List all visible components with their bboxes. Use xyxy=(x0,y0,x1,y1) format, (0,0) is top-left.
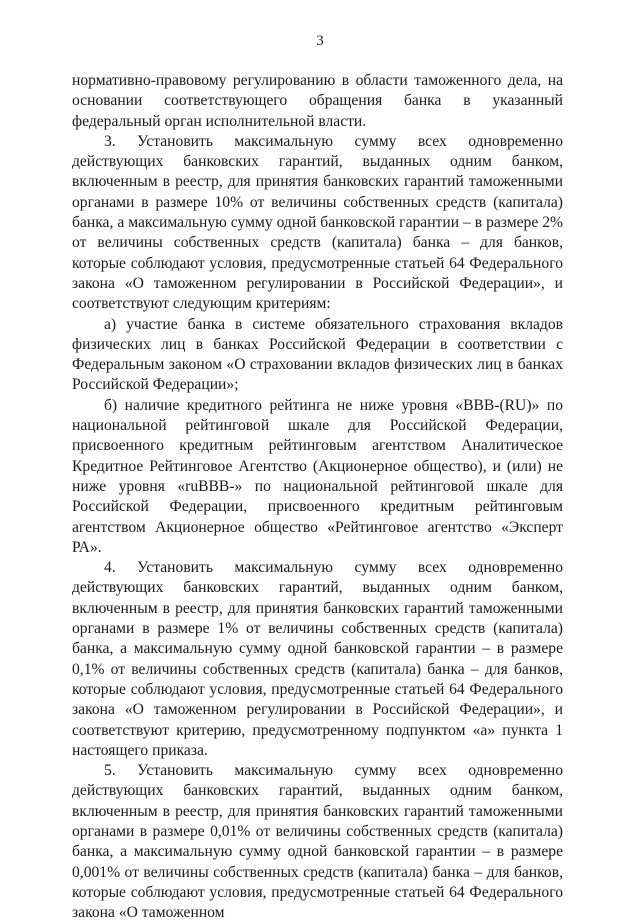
document-body xyxy=(72,71,563,923)
paragraph-item-4: 4. Установить максимальную сумму всех одновременно действующих банковских гарантий, выданных одним банком, включенным в реестр, для принятия банковских гарантий таможенными органами в размере 1% от величины собственных средств (капитала) банка, а максимальную сумму одной банковской гарантии – в размере 0,1% от величины собственных средств (капитала) банка – для банков, которые соблюдают условия, предусмотренные статьей 64 Федерального закона «О таможенном регулировании в Российской Федерации», и соответствуют критерию, предусмотренному подпунктом «а» пункта 1 настоящего приказа. xyxy=(72,559,563,759)
paragraph-item-3b: б) наличие кредитного рейтинга не ниже уровня «BBB-(RU)» по национальной рейтинговой шкале для Российской Федерации, присвоенного кредитным рейтинговым агентством Аналитическое Кредитное Рейтинговое Агентство (Акционерное общество), и (или) не ниже уровня «ruBBB-» по национальной рейтинговой шкале для Российской Федерации, присвоенного кредитным рейтинговым агентством Акционерное общество «Рейтинговое агентство «Эксперт РА». xyxy=(72,396,563,556)
paragraph-item-5: 5. Установить максимальную сумму всех одновременно действующих банковских гарантий, выданных одним банком, включенным в реестр, для принятия банковских гарантий таможенными органами в размере 0,01% от величины собственных средств (капитала) банка, а максимальную сумму одной банковской гарантии – в размере 0,001% от величины собственных средств (капитала) банка – для банков, которые соблюдают условия, предусмотренные статьей 64 Федерального закона «О таможенном xyxy=(72,762,563,922)
paragraph-continuation: нормативно-правовому регулированию в области таможенного дела, на основании соответствующего обращения банка в указанный федеральный орган исполнительной власти. xyxy=(72,72,563,130)
paragraph-item-3a: а) участие банка в системе обязательного страхования вкладов физических лиц в банках Российской Федерации в соответствии с Федеральным законом «О страховании вкладов физических лиц в банках Российской Федерации»; xyxy=(72,315,563,394)
page-number: 3 xyxy=(316,33,324,49)
paragraph-item-3: 3. Установить максимальную сумму всех одновременно действующих банковских гарантий, выданных одним банком, включенным в реестр, для принятия банковских гарантий таможенными органами в размере 10% от величины собственных средств (капитала) банка, а максимальную сумму одной банковской гарантии – в размере 2% от величины собственных средств (капитала) банка – для банков, которые соблюдают условия, предусмотренные статьей 64 Федерального закона «О таможенном регулировании в Российской Федерации», и соответствуют следующим критериям: xyxy=(72,132,563,313)
